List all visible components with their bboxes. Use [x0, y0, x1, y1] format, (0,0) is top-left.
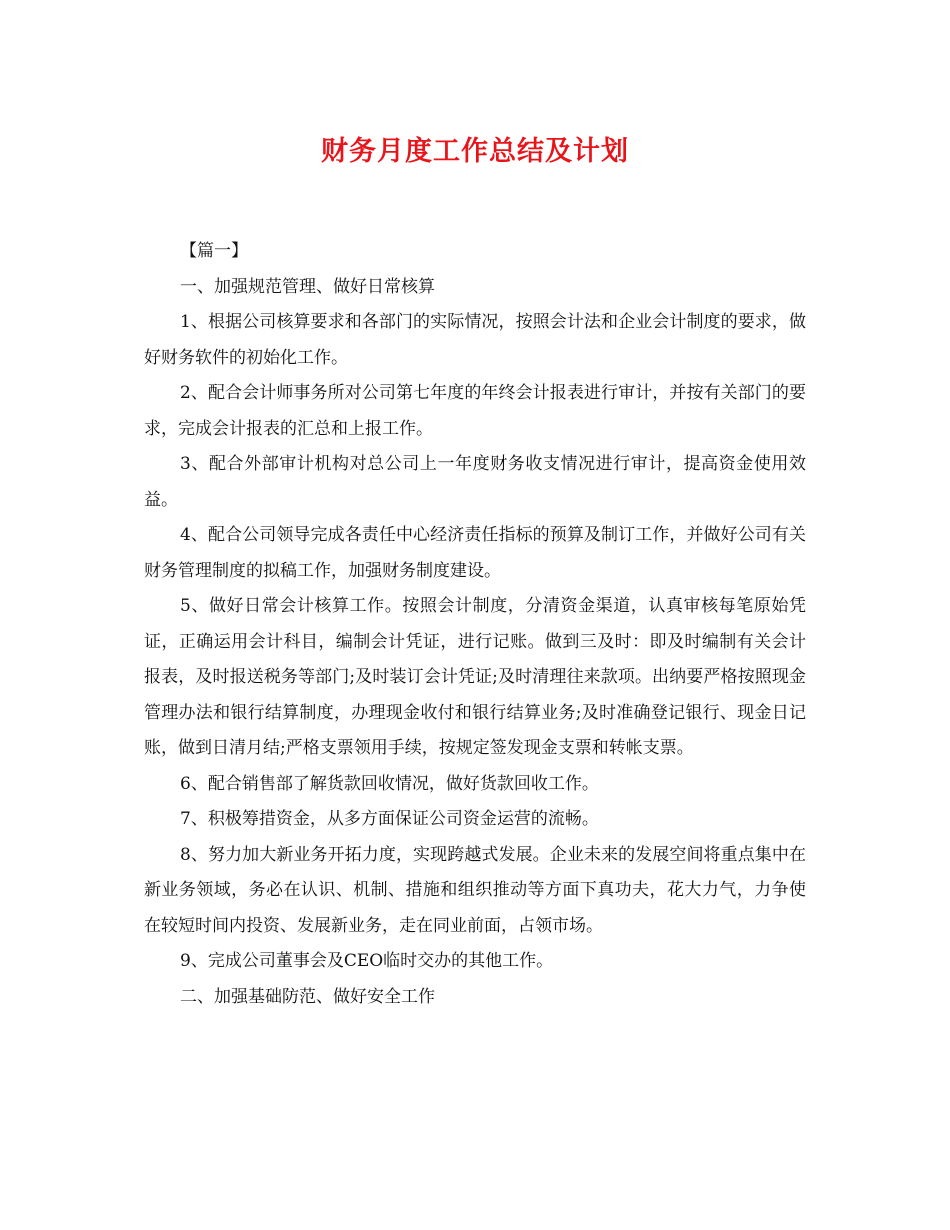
paragraph-item-5: 5、做好日常会计核算工作。按照会计制度，分清资金渠道，认真审核每笔原始凭证，正确运用会计科目，编制会计凭证，进行记账。做到三及时：即及时编制有关会计报表，及时报送税务等部门;及时装订会计凭证;及时清理往来款项。出纳要严格按照现金管理办法和银行结算制度，办理现金收付和银行结算业务;及时准确登记银行、现金日记账，做到日清月结;严格支票领用手续，按规定签发现金支票和转帐支票。	[144, 596, 806, 758]
paragraph-item-3: 3、配合外部审计机构对总公司上一年度财务收支情况进行审计，提高资金使用效益。	[144, 454, 806, 510]
heading-section-2: 二、加强基础防范、做好安全工作	[180, 986, 435, 1007]
paragraph-item-4: 4、配合公司领导完成各责任中心经济责任指标的预算及制订工作，并做好公司有关财务管理制度的拟稿工作，加强财务制度建设。	[144, 525, 806, 581]
paragraph-item-7: 7、积极筹措资金，从多方面保证公司资金运营的流畅。	[180, 809, 599, 829]
document-body	[144, 234, 806, 1015]
paragraph-item-8: 8、努力加大新业务开拓力度，实现跨越式发展。企业未来的发展空间将重点集中在新业务领域，务必在认识、机制、措施和组织推动等方面下真功夫，花大力气，力争使在较短时间内投资、发展新业务，走在同业前面，占领市场。	[144, 844, 806, 936]
heading-section-1: 一、加强规范管理、做好日常核算	[180, 276, 435, 297]
paragraph-item-2: 2、配合会计师事务所对公司第七年度的年终会计报表进行审计，并按有关部门的要求，完成会计报表的汇总和上报工作。	[144, 383, 806, 439]
document-title: 财务月度工作总结及计划	[321, 136, 629, 167]
section-label-part-one: 【篇一】	[180, 241, 248, 261]
paragraph-item-9: 9、完成公司董事会及CEO临时交办的其他工作。	[180, 951, 554, 971]
paragraph-item-6: 6、配合销售部了解货款回收情况，做好货款回收工作。	[180, 773, 599, 794]
paragraph-item-1: 1、根据公司核算要求和各部门的实际情况，按照会计法和企业会计制度的要求，做好财务软件的初始化工作。	[144, 312, 806, 368]
